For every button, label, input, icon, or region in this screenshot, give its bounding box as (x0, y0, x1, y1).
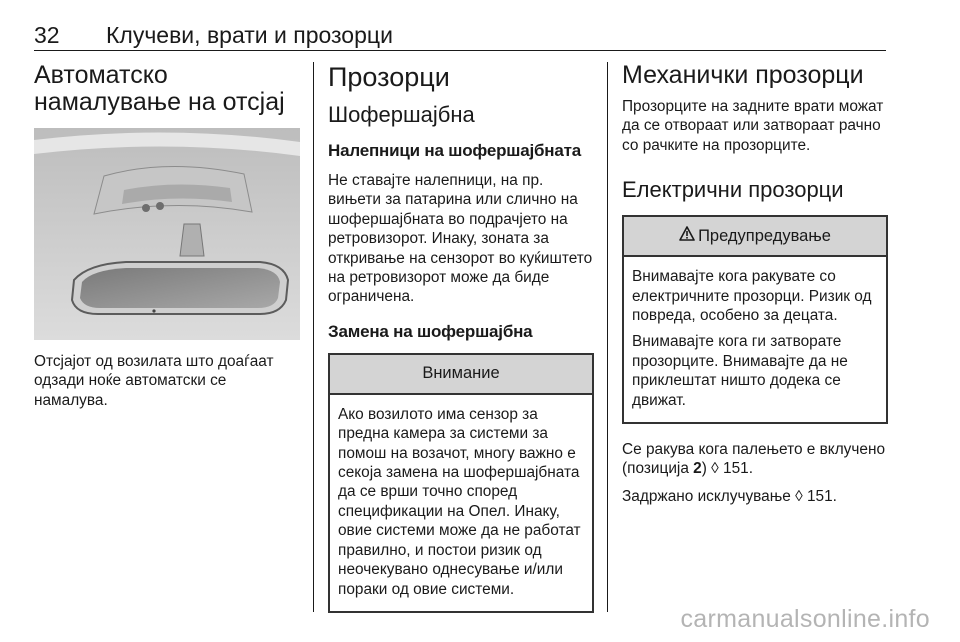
section-heading: Автоматско намалување на отсјај (34, 61, 285, 116)
column-divider (313, 62, 314, 612)
topic-heading: Налепници на шофершајбната (328, 141, 582, 160)
page-number: 32 (34, 22, 60, 48)
column-auto-dimming (34, 62, 300, 410)
column-windows (328, 62, 594, 613)
ignition-text (622, 440, 888, 479)
windscreen-stickers-text: Не ставајте налепници, на пр. вињети за патарина или слично на шофершајбната во подрачјето на ретровизорот. Инаку, зоната за откривање на сензорот во куќиштето на ретровизорот може да биде ограничена. (328, 172, 593, 306)
mechanical-windows-text: Прозорците на задните врати можат да се отвораат или затвораат рачно со рачките на прозорците. (622, 98, 884, 154)
warning-header (624, 217, 886, 257)
page-header (34, 0, 886, 51)
ignition-page-ref[interactable]: ) ◊ 151. (701, 460, 753, 478)
retained-power-off-text[interactable]: Задржано исклучување ◊ 151. (622, 487, 837, 505)
warning-text-1: Внимавајте кога ракувате со електричните прозорци. Ризик од повреда, особено за децата. (632, 268, 872, 325)
notice-box (328, 353, 594, 613)
column-mechanical-electric-windows (622, 62, 888, 506)
warning-box (622, 215, 888, 424)
header-title: Клучеви, врати и прозорци (106, 22, 393, 48)
warning-text-2: Внимавајте кога ги затворате прозорците. Внимавајте да не приклештат ништо додека се движат. (632, 333, 848, 409)
column-divider (607, 62, 608, 612)
warning-triangle-icon (679, 226, 695, 246)
mirror-image (34, 128, 300, 340)
ignition-text-prefix: Се ракува кога палењето е вклучено (позиција (622, 441, 886, 478)
watermark: carmanualsonline.info (680, 605, 930, 633)
warning-title: Предупредување (698, 226, 831, 245)
subsection-heading: Шофершајбна (328, 102, 475, 127)
topic-heading: Замена на шофершајбна (328, 321, 533, 341)
illustration-caption: Отсјајот од возилата што доаѓаат одзади ноќе автоматски се намалува. (34, 353, 274, 409)
rearview-mirror-illustration (34, 128, 300, 340)
notice-text: Ако возилото има сензор за предна камера за системи за помош на возачот, многу важно е секоја замена на шофершајбната да се врши точно според спецификации на Опел. Инаку, овие системи може да не работат правилно, и постои ризик од неочекувано однесување и/или пораки од овие системи. (338, 405, 581, 598)
notice-title: Внимание (330, 355, 592, 395)
subsection-heading: Електрични прозорци (622, 177, 844, 203)
ignition-position: 2 (693, 460, 702, 478)
section-heading: Механички прозорци (622, 61, 864, 89)
section-heading: Прозорци (328, 62, 450, 92)
